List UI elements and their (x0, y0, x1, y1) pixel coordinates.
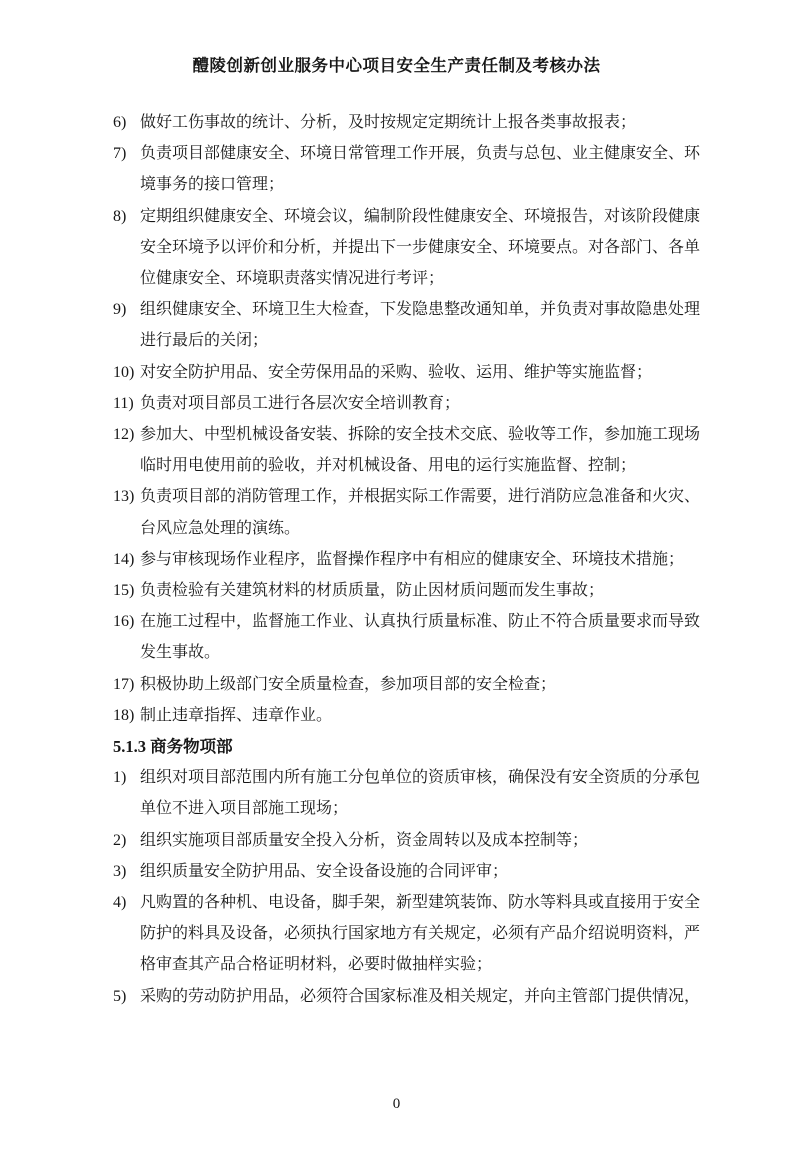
list-item-text: 负责对项目部员工进行各层次安全培训教育； (140, 394, 461, 412)
list-item (113, 825, 700, 856)
list-item-text: 凡购置的各种机、电设备，脚手架，新型建筑装饰、防水等料具或直接用于安全防护的料具及设备，必须执行国家地方有关规定，必须有产品介绍说明资料，严格审查其产品合格证明材料，必要时做抽样实验； (140, 894, 701, 974)
list-item-text: 参加大、中型机械设备安装、拆除的安全技术交底、验收等工作，参加施工现场临时用电使用前的验收，并对机械设备、用电的运行实施监督、控制； (140, 426, 701, 475)
list-item-text: 积极协助上级部门安全质量检查，参加项目部的安全检查； (140, 675, 557, 693)
list-item-number: 9) (113, 301, 127, 319)
list-item (113, 856, 700, 887)
list-item (113, 700, 700, 731)
list-item-number: 17) (113, 675, 135, 693)
list-item-number: 2) (113, 831, 127, 849)
list-item-text: 参与审核现场作业程序，监督操作程序中有相应的健康安全、环境技术措施； (140, 550, 685, 568)
list-item-text: 对安全防护用品、安全劳保用品的采购、验收、运用、维护等实施监督； (140, 363, 653, 381)
list-item-number: 6) (113, 114, 127, 131)
list-item-text: 负责检验有关建筑材料的材质质量，防止因材质问题而发生事故； (140, 582, 605, 600)
duty-list-commerce (113, 762, 700, 1012)
list-item (113, 201, 700, 295)
list-item-text: 做好工伤事故的统计、分析，及时按规定定期统计上报各类事故报表； (140, 114, 637, 131)
list-item-text: 组织对项目部范围内所有施工分包单位的资质审核，确保没有安全资质的分承包单位不进入项目部施工现场； (140, 769, 701, 818)
list-item-text: 在施工过程中，监督施工作业、认真执行质量标准、防止不符合质量要求而导致发生事故。 (140, 613, 701, 662)
list-item-number: 1) (113, 769, 127, 787)
list-item (113, 887, 700, 981)
list-item-text: 负责项目部的消防管理工作，并根据实际工作需要，进行消防应急准备和火灾、台风应急处理的演练。 (140, 488, 701, 537)
page-number: 0 (392, 1096, 401, 1112)
list-item-number: 7) (113, 145, 127, 163)
list-item (113, 419, 700, 481)
list-item-number: 14) (113, 550, 135, 568)
list-item (113, 981, 700, 1012)
document-body (113, 107, 700, 1012)
list-item-number: 10) (113, 363, 135, 381)
list-item-number: 15) (113, 582, 135, 600)
list-item-number: 11) (113, 394, 134, 412)
list-item-number: 16) (113, 613, 135, 631)
list-item (113, 138, 700, 200)
list-item-number: 13) (113, 488, 135, 506)
list-item-number: 8) (113, 207, 127, 225)
section-heading-commerce-dept: 5.1.3 商务物项部 (113, 737, 233, 757)
list-item (113, 575, 700, 606)
list-item-text: 定期组织健康安全、环境会议，编制阶段性健康安全、环境报告，对该阶段健康安全环境予以评价和分析，并提出下一步健康安全、环境要点。对各部门、各单位健康安全、环境职责落实情况进行考评； (140, 207, 701, 288)
list-item (113, 388, 700, 419)
list-item (113, 606, 700, 668)
duty-list-primary (113, 107, 700, 731)
list-item-text: 组织质量安全防护用品、安全设备设施的合同评审； (140, 862, 509, 880)
list-item-text: 制止违章指挥、违章作业。 (140, 706, 333, 724)
list-item-text: 组织实施项目部质量安全投入分析，资金周转以及成本控制等； (140, 831, 589, 849)
list-item (113, 669, 700, 700)
list-item (113, 357, 700, 388)
document-page (0, 50, 793, 1172)
list-item (113, 762, 700, 824)
document-title: 醴陵创新创业服务中心项目安全生产责任制及考核办法 (192, 56, 601, 75)
list-item-number: 5) (113, 987, 127, 1005)
list-item (113, 544, 700, 575)
list-item-text: 负责项目部健康安全、环境日常管理工作开展，负责与总包、业主健康安全、环境事务的接口管理； (140, 145, 701, 194)
list-item (113, 107, 700, 138)
list-item-number: 3) (113, 862, 127, 880)
list-item-number: 4) (113, 894, 127, 912)
list-item-number: 12) (113, 426, 135, 444)
list-item (113, 481, 700, 543)
list-item-text: 采购的劳动防护用品，必须符合国家标准及相关规定，并向主管部门提供情况， (140, 987, 701, 1005)
list-item (113, 294, 700, 356)
list-item-text: 组织健康安全、环境卫生大检查，下发隐患整改通知单，并负责对事故隐患处理进行最后的关闭； (140, 301, 701, 350)
list-item-number: 18) (113, 706, 135, 724)
